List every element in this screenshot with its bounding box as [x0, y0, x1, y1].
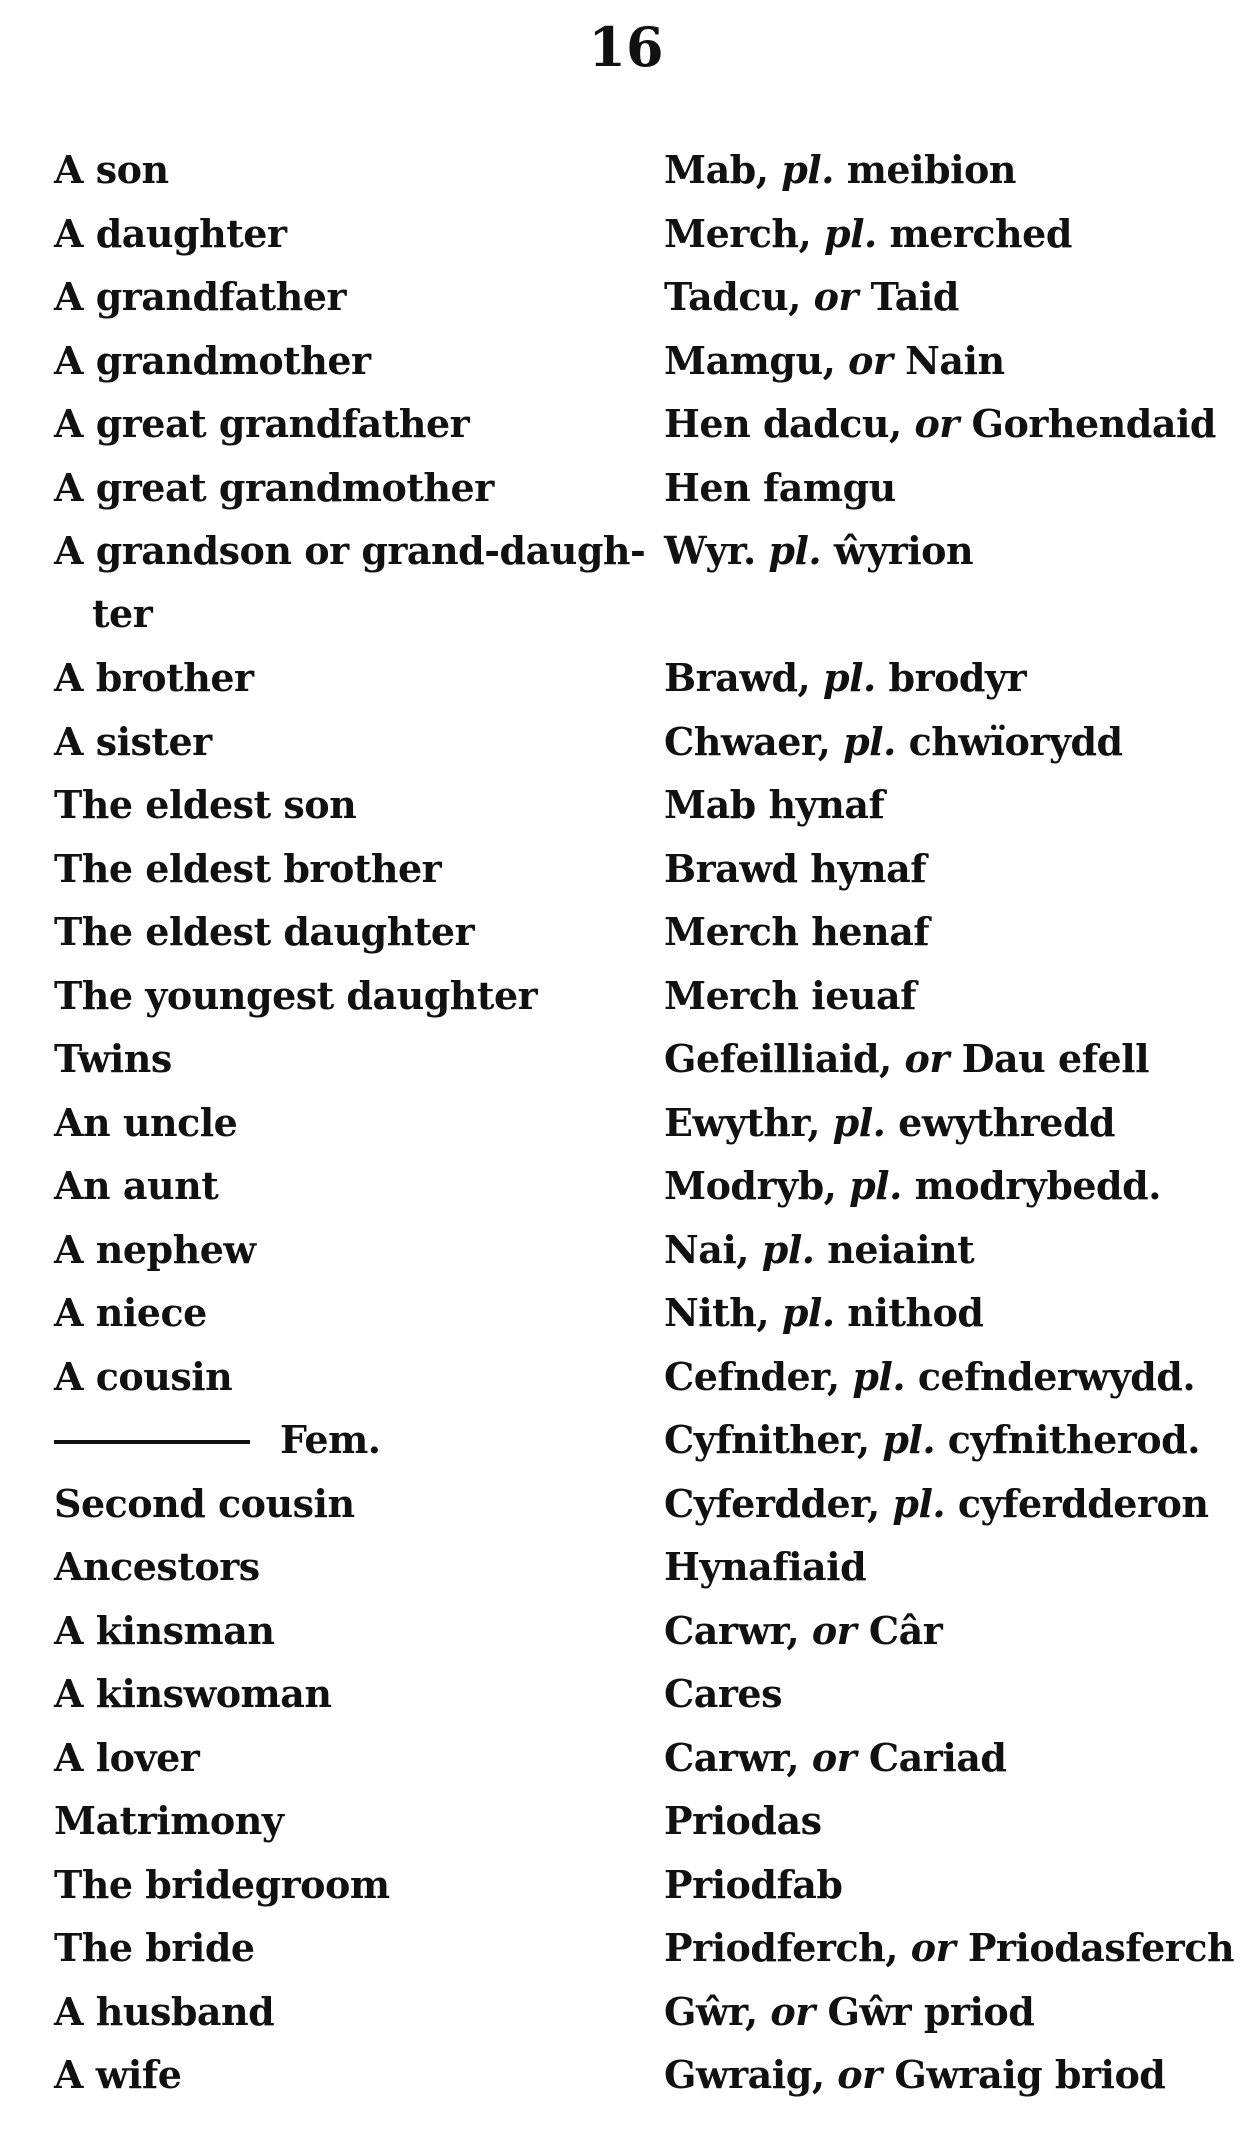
welsh-text: Nai, — [664, 1226, 762, 1272]
english-term — [54, 1662, 614, 1725]
grammar-abbreviation: or — [914, 401, 959, 446]
welsh-text: nithod — [834, 1290, 984, 1335]
english-term-text: A cousin — [54, 1353, 233, 1399]
welsh-translation — [664, 1726, 1244, 1789]
welsh-text: meibion — [833, 147, 1016, 192]
welsh-text: Ewythr, — [664, 1099, 833, 1145]
welsh-translation — [664, 1218, 1244, 1281]
english-term-text: A wife — [54, 2052, 182, 2097]
welsh-translation — [664, 2043, 1244, 2106]
grammar-abbreviation: or — [904, 1036, 949, 1081]
grammar-abbreviation: or — [811, 1607, 857, 1653]
welsh-text: Carwr, — [664, 1734, 812, 1780]
english-term — [54, 202, 614, 265]
welsh-text: Hynafiaid — [664, 1544, 867, 1589]
english-term — [54, 1281, 614, 1344]
english-term — [54, 519, 646, 645]
grammar-abbreviation: pl. — [823, 655, 876, 700]
english-term-text: A daughter — [54, 210, 287, 256]
english-term-text: The eldest brother — [54, 845, 442, 891]
english-term — [54, 329, 614, 392]
welsh-text: cyferdderon — [945, 1480, 1209, 1526]
welsh-text: Priodasferch — [955, 1925, 1235, 1970]
welsh-translation — [664, 773, 1244, 836]
english-term-text: A sister — [54, 718, 212, 764]
english-term-text: Second cousin — [54, 1480, 355, 1526]
english-term — [54, 710, 614, 773]
welsh-text: modrybedd. — [901, 1163, 1161, 1208]
welsh-text: merched — [876, 210, 1072, 256]
welsh-text: Wyr. — [664, 528, 769, 573]
english-term — [54, 1091, 614, 1154]
english-term — [54, 392, 614, 455]
welsh-translation — [664, 1853, 1244, 1916]
grammar-abbreviation: pl. — [761, 1226, 815, 1272]
english-term — [54, 1599, 614, 1662]
english-term — [54, 1916, 614, 1979]
welsh-translation — [664, 1535, 1244, 1598]
welsh-text: cefnderwydd. — [905, 1353, 1196, 1399]
welsh-text: Cyferdder, — [664, 1480, 893, 1526]
welsh-text: Nain — [892, 337, 1005, 383]
welsh-text: ŵyrion — [821, 528, 974, 573]
english-term-text: A niece — [54, 1290, 207, 1335]
grammar-abbreviation: or — [910, 1925, 956, 1970]
grammar-abbreviation: or — [813, 274, 858, 319]
welsh-text: Mamgu, — [664, 337, 849, 383]
welsh-translation — [664, 900, 1244, 963]
english-term — [54, 837, 614, 900]
welsh-translation — [664, 837, 1244, 900]
welsh-text: Gwraig briod — [881, 2052, 1166, 2097]
english-term — [54, 900, 614, 963]
grammar-abbreviation: or — [848, 337, 893, 383]
english-term-text: A great grandmother — [54, 464, 494, 510]
welsh-translation — [664, 1662, 1244, 1725]
welsh-text: Gŵr, — [664, 1988, 771, 2034]
english-term — [54, 1408, 614, 1471]
english-term-text: The eldest son — [54, 782, 357, 827]
english-term-text: A lover — [54, 1734, 200, 1780]
welsh-text: Merch ieuaf — [664, 972, 916, 1018]
english-term-text: The bride — [54, 1925, 255, 1970]
grammar-abbreviation: pl. — [824, 210, 877, 256]
welsh-text: Priodferch, — [664, 1925, 911, 1970]
welsh-text: chwïorydd — [895, 718, 1123, 764]
english-term — [54, 1726, 614, 1789]
welsh-translation — [664, 1980, 1244, 2043]
welsh-text: Modryb, — [664, 1163, 850, 1208]
english-term-text: A nephew — [54, 1226, 256, 1272]
english-term-text: Fem. — [280, 1417, 381, 1462]
english-term-text: The eldest daughter — [54, 909, 475, 954]
welsh-translation — [664, 646, 1244, 709]
welsh-text: brodyr — [875, 655, 1027, 700]
grammar-abbreviation: or — [811, 1734, 857, 1780]
grammar-abbreviation: pl. — [849, 1163, 902, 1208]
english-term — [54, 1789, 614, 1852]
english-term-text: A husband — [54, 1988, 275, 2034]
welsh-text: neiaint — [814, 1226, 975, 1272]
welsh-text: Brawd, — [664, 655, 824, 700]
english-term-text: The youngest daughter — [54, 972, 538, 1018]
english-term — [54, 1535, 614, 1598]
welsh-text: Hen dadcu, — [664, 401, 915, 446]
english-term — [54, 773, 614, 836]
welsh-text: Priodfab — [664, 1861, 843, 1907]
english-term-text: The bridegroom — [54, 1861, 390, 1907]
grammar-abbreviation: pl. — [781, 1290, 835, 1335]
welsh-text: Cariad — [856, 1734, 1007, 1780]
english-term-text: A grandfather — [54, 274, 346, 319]
english-term-text: A great grandfather — [54, 401, 470, 446]
welsh-translation — [664, 1916, 1244, 1979]
english-term-text: An aunt — [54, 1163, 219, 1208]
english-term-text: Ancestors — [54, 1544, 260, 1589]
english-term — [54, 964, 614, 1027]
grammar-abbreviation: pl. — [781, 147, 834, 192]
welsh-translation — [664, 1345, 1244, 1408]
grammar-abbreviation: pl. — [882, 1417, 936, 1462]
welsh-text: Dau efell — [948, 1036, 1150, 1081]
english-term-text: A grandmother — [54, 337, 371, 383]
welsh-translation — [664, 265, 1244, 328]
welsh-translation — [664, 392, 1244, 455]
english-term-text: A kinsman — [54, 1607, 275, 1653]
english-term-text: A brother — [54, 655, 254, 700]
english-term-text: A grandson or grand-daugh- — [54, 528, 646, 573]
welsh-text: Gorhendaid — [958, 401, 1216, 446]
welsh-translation — [664, 202, 1244, 265]
welsh-text: Cares — [664, 1671, 782, 1716]
english-term-continuation: ter — [92, 591, 153, 636]
grammar-abbreviation: pl. — [892, 1480, 946, 1526]
english-term — [54, 1980, 614, 2043]
grammar-abbreviation: or — [837, 2052, 882, 2097]
english-term — [54, 1472, 614, 1535]
welsh-translation — [664, 1027, 1244, 1090]
welsh-text: Cefnder, — [664, 1353, 853, 1399]
grammar-abbreviation: pl. — [852, 1353, 906, 1399]
welsh-text: Câr — [856, 1607, 943, 1653]
english-term — [54, 138, 614, 201]
welsh-text: Merch henaf — [664, 909, 930, 954]
english-term — [54, 456, 614, 519]
english-term — [54, 646, 614, 709]
welsh-text: Gŵr priod — [814, 1988, 1035, 2034]
grammar-abbreviation: or — [770, 1988, 815, 2034]
english-term-text: Matrimony — [54, 1798, 284, 1843]
welsh-translation — [664, 519, 1244, 582]
english-term-text: A kinswoman — [54, 1671, 332, 1716]
english-term — [54, 2043, 614, 2106]
welsh-text: Chwaer, — [664, 718, 844, 764]
welsh-translation — [664, 1154, 1244, 1217]
welsh-text: Tadcu, — [664, 274, 814, 319]
grammar-abbreviation: pl. — [832, 1099, 886, 1145]
welsh-translation — [664, 1472, 1244, 1535]
english-term — [54, 1027, 614, 1090]
welsh-text: Mab hynaf — [664, 782, 885, 827]
welsh-text: Gwraig, — [664, 2052, 838, 2097]
welsh-translation — [664, 138, 1244, 201]
english-term — [54, 1218, 614, 1281]
welsh-translation — [664, 1789, 1244, 1852]
welsh-translation — [664, 329, 1244, 392]
welsh-text: Priodas — [664, 1798, 822, 1843]
welsh-translation — [664, 1091, 1244, 1154]
welsh-text: Hen famgu — [664, 464, 896, 510]
welsh-text: Cyfnither, — [664, 1417, 883, 1462]
english-term — [54, 1154, 614, 1217]
welsh-translation — [664, 1281, 1244, 1344]
welsh-translation — [664, 964, 1244, 1027]
english-term — [54, 265, 614, 328]
welsh-text: cyfnitherod. — [935, 1417, 1200, 1462]
welsh-text: Brawd hynaf — [664, 845, 927, 891]
welsh-text: Mab, — [664, 147, 782, 192]
ditto-dash — [54, 1440, 250, 1444]
english-term-text: An uncle — [54, 1099, 238, 1145]
english-term — [54, 1345, 614, 1408]
english-term-text: Twins — [54, 1036, 172, 1081]
welsh-translation — [664, 1408, 1244, 1471]
welsh-text: Carwr, — [664, 1607, 812, 1653]
welsh-text: Gefeilliaid, — [664, 1036, 905, 1081]
welsh-translation — [664, 710, 1244, 773]
english-term-text: A son — [54, 147, 169, 192]
welsh-translation — [664, 456, 1244, 519]
english-term — [54, 1853, 614, 1916]
welsh-translation — [664, 1599, 1244, 1662]
page-number: 16 — [588, 15, 664, 79]
welsh-text: Nith, — [664, 1290, 782, 1335]
grammar-abbreviation: pl. — [768, 528, 822, 573]
grammar-abbreviation: pl. — [843, 718, 896, 764]
welsh-text: Merch, — [664, 210, 824, 256]
welsh-text: Taid — [857, 274, 959, 319]
welsh-text: ewythredd — [885, 1099, 1116, 1145]
